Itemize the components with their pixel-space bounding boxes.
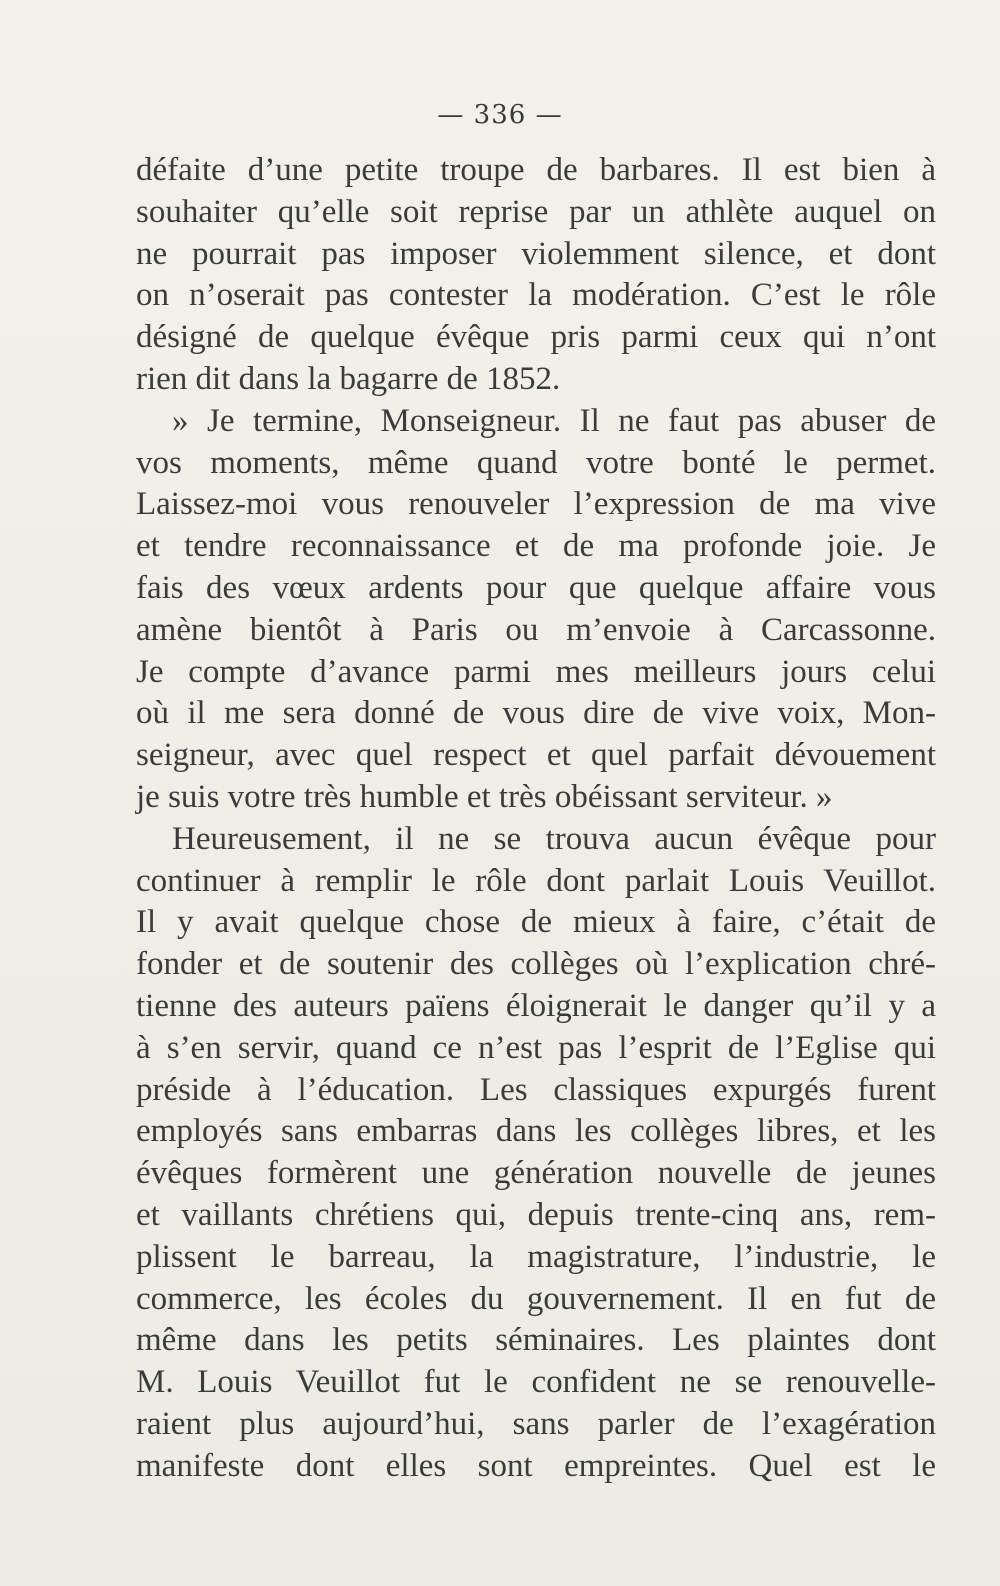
text-line: souhaiter qu’elle soit reprise par un athlète auquel on — [136, 193, 936, 230]
text-line: plissent le barreau, la magistrature, l’industrie, le — [136, 1238, 936, 1275]
text-line: raient plus aujourd’hui, sans parler de l’exagération — [136, 1405, 936, 1442]
text-line: je suis votre très humble et très obéissant serviteur. » — [136, 778, 833, 815]
text-line: à s’en servir, quand ce n’est pas l’esprit de l’Eglise qui — [136, 1029, 936, 1066]
text-line: M. Louis Veuillot fut le confident ne se renouvelle- — [136, 1364, 936, 1401]
text-line: vos moments, même quand votre bonté le permet. — [136, 444, 936, 481]
page-number: — 336 — — [437, 100, 563, 130]
text-line: Il y avait quelque chose de mieux à faire, c’était de — [136, 904, 936, 941]
text-line: on n’oserait pas contester la modération. C’est le rôle — [136, 277, 936, 314]
text-line: et vaillants chrétiens qui, depuis trente-cinq ans, rem- — [136, 1196, 936, 1233]
text-line: où il me sera donné de vous dire de vive voix, Mon- — [136, 695, 936, 732]
text-line: » Je termine, Monseigneur. Il ne faut pas abuser de — [172, 402, 936, 439]
text-line: défaite d’une petite troupe de barbares. Il est bien à — [136, 152, 936, 188]
body-text — [136, 150, 936, 1488]
text-line: même dans les petits séminaires. Les plaintes dont — [136, 1322, 936, 1359]
text-line: Je compte d’avance parmi mes meilleurs jours celui — [136, 653, 936, 690]
text-line: manifeste dont elles sont empreintes. Quel est le — [136, 1447, 936, 1484]
text-line: fonder et de soutenir des collèges où l’explication chré- — [136, 946, 936, 983]
text-line: Heureusement, il ne se trouva aucun évêque pour — [172, 820, 936, 857]
text-line: préside à l’éducation. Les classiques expurgés furent — [136, 1071, 936, 1108]
text-line: rien dit dans la bagarre de 1852. — [136, 360, 561, 397]
text-line: continuer à remplir le rôle dont parlait Louis Veuillot. — [136, 862, 936, 899]
text-line: ne pourrait pas imposer violemment silence, et dont — [136, 235, 936, 272]
text-line: Laissez-moi vous renouveler l’expression de ma vive — [136, 486, 936, 523]
text-line: employés sans embarras dans les collèges libres, et les — [136, 1113, 936, 1150]
text-line: et tendre reconnaissance et de ma profonde joie. Je — [136, 528, 936, 565]
text-line: évêques formèrent une génération nouvelle de jeunes — [136, 1155, 936, 1192]
text-line: commerce, les écoles du gouvernement. Il en fut de — [136, 1280, 936, 1317]
text-line: fais des vœux ardents pour que quelque affaire vous — [136, 569, 936, 606]
text-line: amène bientôt à Paris ou m’envoie à Carcassonne. — [136, 611, 936, 648]
text-line: tienne des auteurs païens éloignerait le danger qu’il y a — [136, 987, 936, 1024]
text-line: désigné de quelque évêque pris parmi ceux qui n’ont — [136, 319, 936, 356]
text-line: seigneur, avec quel respect et quel parfait dévouement — [136, 737, 936, 774]
